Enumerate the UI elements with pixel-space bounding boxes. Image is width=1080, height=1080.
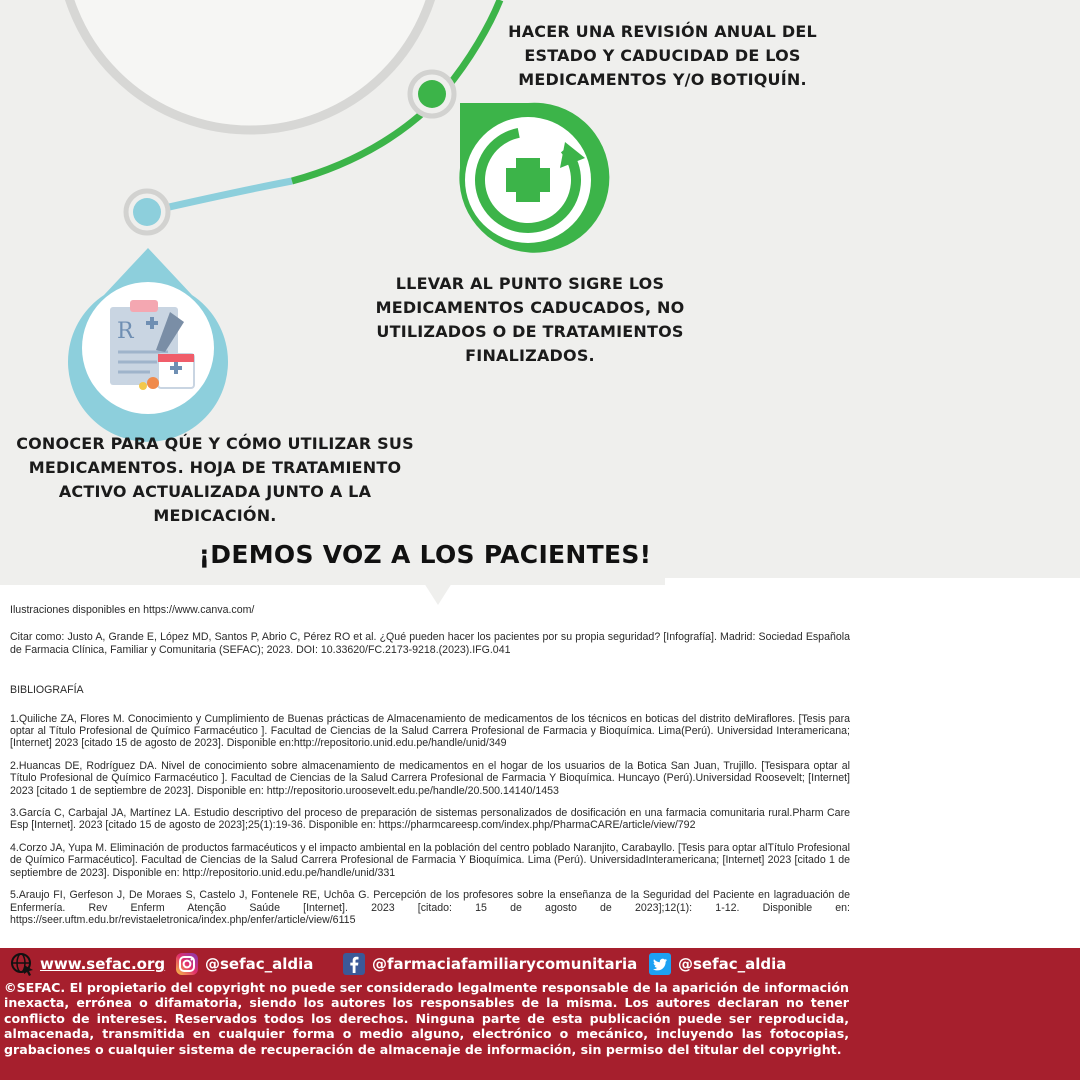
svg-text:R: R — [117, 319, 134, 344]
divider — [665, 578, 1080, 588]
footer — [0, 948, 1080, 1080]
facebook-link[interactable] — [342, 951, 637, 977]
instagram-link[interactable] — [175, 951, 313, 977]
step-annual-review-text: HACER UNA REVISIÓN ANUAL DEL ESTADO Y CADUCIDAD DE LOS MEDICAMENTOS Y/O BOTIQUÍN. — [508, 22, 817, 89]
twitter-icon — [648, 952, 672, 976]
step-know-medication-text: CONOCER PARA QÚE Y CÓMO UTILIZAR SUS MEDICAMENTOS. HOJA DE TRATAMIENTO ACTIVO ACTUALIZADA JUNTO A LA MEDICACIÓN. — [16, 434, 414, 525]
website-text[interactable]: www.sefac.org — [40, 955, 166, 973]
bibliography-title: BIBLIOGRAFÍA — [10, 684, 84, 697]
twitter-handle[interactable]: @sefac_aldia — [678, 955, 787, 973]
website-link[interactable] — [10, 951, 165, 977]
green-badge — [459, 103, 609, 253]
facebook-handle[interactable]: @farmaciafamiliarycomunitaria — [372, 955, 638, 973]
timeline-node-green — [410, 72, 454, 116]
timeline-node-blue — [126, 191, 168, 233]
references-section — [10, 604, 850, 936]
bibliography-item: 1.Quiliche ZA, Flores M. Conocimiento y Cumplimiento de Buenas prácticas de Almacenamiento de medicamentos de los técnicos en boticas del distrito deMiraflores. [Tesis para optar al Título Profesional de Químico Farmacéutico ]. Facultad de Ciencias de la Salud Carrera Profesional de Farmacia y Bioquímica. Lima(Perú). Universidad Interamericana; [Internet] 2023 [citado 15 de agosto de 2023]. Disponible en:http://repositorio.unid.edu.pe/handle/unid/349 — [10, 712, 850, 750]
bibliography-item: 4.Corzo JA, Yupa M. Eliminación de productos farmacéuticos y el impacto ambiental en la población del centro poblado Naranjito, Carabayllo. [Tesis para optar alTítulo Profesional de Químico Farmacéutico]. Facultad de Ciencias de la Salud Carrera Profesional de Farmacia Y Bioquímica. Lima (Perú). UniversidadInteramericana; [Internet] 2023 [citado 1 de septiembre de 2023]. Disponible en: http://repositorio.unid.edu.pe/handle/unid/331 — [10, 841, 850, 879]
instagram-handle[interactable]: @sefac_aldia — [205, 955, 314, 973]
instagram-icon — [175, 952, 199, 976]
bibliography-item: 2.Huancas DE, Rodríguez DA. Nivel de conocimiento sobre almacenamiento de medicamentos en el hogar de los usuarios de la Botica San Juan, Trujillo. [Tesispara optar al Título Profesional de Químico Farmacéutico ]. Facultad de Ciencias de la Salud Carrera Profesional de Farmacia Y Bioquímica. Huncayo (Perú).Universidad Roosevelt; [Internet] 2023 [citado 1 de septiembre de 2023]. Disponible en: http://repositorio.uroosevelt.edu.pe/handle/20.500.14140/1453 — [10, 759, 850, 797]
globe-cursor-icon — [10, 952, 34, 976]
blue-badge — [68, 248, 228, 442]
citation-text: Citar como: Justo A, Grande E, López MD, Santos P, Abrio C, Pérez RO et al. ¿Qué pueden hacer los pacientes por su propia seguridad? [Infografía]. Madrid: Sociedad Española de Farmacia Clínica, Familiar y Comunitaria (SEFAC); 2023. DOI: 10.33620/FC.2173-9218.(2023).IFG.041 — [10, 631, 850, 656]
bibliography-item: 5.Araujo FI, Gerfeson J, De Moraes S, Castelo J, Fontenele RE, Uchôa G. Percepción de los profesores sobre la enseñanza de la Seguridad del Paciente en lagraduación de Enfermería. Rev Enferm Atenção Saúde [Internet]. 2023 [citado: 15 de agosto de 2023];12(1): 1-12. Disponible en: https://seer.uftm.edu.br/revistaeletronica/index.php/enfer/article/view/6115 — [10, 889, 850, 926]
bibliography-item: 3.García C, Carbajal JA, Martínez LA. Estudio descriptivo del proceso de preparación de sistemas personalizados de dosificación en una farmacia comunitaria rural.Pharm Care Esp [Internet]. 2023 [citado 15 de agosto de 2023];25(1):19-36. Disponible en: https://pharmcareesp.com/index.php/PharmaCARE/article/view/792 — [10, 807, 850, 832]
speech-bubble-tail — [424, 583, 452, 605]
twitter-link[interactable] — [648, 951, 786, 977]
social-links-row — [0, 948, 1080, 978]
illustrations-credit: Ilustraciones disponibles en https://www.canva.com/ — [10, 604, 255, 616]
step-sigre-point-text: LLEVAR AL PUNTO SIGRE LOS MEDICAMENTOS CADUCADOS, NO UTILIZADOS O DE TRATAMIENTOS FINALIZADOS. — [375, 274, 685, 365]
decorative-circle — [60, 0, 440, 130]
facebook-icon — [342, 952, 366, 976]
copyright-notice: ©SEFAC. El propietario del copyright no puede ser considerado legalmente responsable de la aparición de información inexacta, errónea o difamatoria, siendo los autores los responsables de la misma. Los autores declaran no tener conflicto de intereses. Reservados todos los derechos. Ninguna parte de esta publicación puede ser reproducida, almacenada, transmitida en cualquier forma o medio alguno, electrónico o mecánico, incluyendo las fotocopias, grabaciones o cualquier sistema de recuperación de almacenaje de información, sin permiso del titular del copyright. — [4, 980, 849, 1057]
headline: ¡DEMOS VOZ A LOS PACIENTES! — [198, 540, 652, 569]
